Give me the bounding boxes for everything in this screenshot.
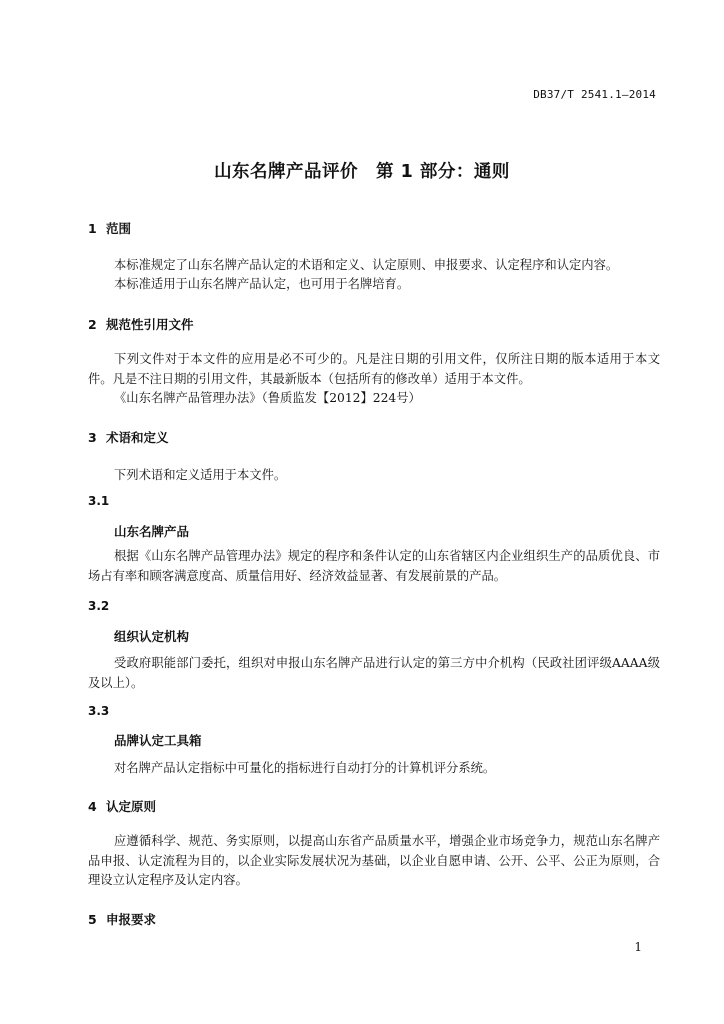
section-title: 范围: [106, 221, 132, 236]
section-2-paragraph-2: 《山东名牌产品管理办法》（鲁质监发【2012】224号）: [114, 391, 421, 405]
section-1-heading: [88, 219, 660, 237]
term-3-3-definition: 对名牌产品认定指标中可量化的指标进行自动打分的计算机评分系统。: [114, 761, 496, 775]
standard-code: DB37/T 2541.1—2014: [533, 88, 656, 101]
term-3-3-number: 3.3: [88, 704, 110, 718]
section-5-heading: [88, 910, 660, 928]
section-title: 认定原则: [106, 799, 157, 814]
section-number: 1: [88, 221, 97, 236]
term-3-2-name: 组织认定机构: [114, 629, 190, 644]
document-title: 山东名牌产品评价 第 1 部分：通则: [214, 162, 510, 182]
term-3-1-number: 3.1: [88, 494, 110, 508]
section-3-heading: [88, 428, 660, 446]
section-title: 规范性引用文件: [106, 317, 194, 332]
section-title: 术语和定义: [106, 430, 169, 445]
term-3-1-name: 山东名牌产品: [114, 524, 190, 539]
section-4-paragraph-1: 应遵循科学、规范、务实原则，以提高山东省产品质量水平，增强企业市场竞争力，规范山东名牌产品申报、认定流程为目的，以企业实际发展状况为基础，以企业自愿申请、公开、公平、公正为原则，合理设立认定程序及认定内容。: [88, 834, 660, 887]
section-title: 申报要求: [106, 912, 157, 927]
section-number: 2: [88, 317, 97, 332]
section-4-heading: [88, 797, 660, 815]
section-number: 5: [88, 912, 97, 927]
term-3-3-name: 品牌认定工具箱: [114, 733, 202, 748]
section-number: 3: [88, 430, 97, 445]
section-number: 4: [88, 799, 97, 814]
term-3-1-definition: 根据《山东名牌产品管理办法》规定的程序和条件认定的山东省辖区内企业组织生产的品质优良、市场占有率和顾客满意度高、质量信用好、经济效益显著、有发展前景的产品。: [88, 549, 660, 583]
term-3-2-definition: 受政府职能部门委托，组织对申报山东名牌产品进行认定的第三方中介机构（民政社团评级AAAA级及以上）。: [88, 656, 660, 690]
page-number: 1: [634, 940, 642, 954]
section-1-paragraph-2: 本标准适用于山东名牌产品认定，也可用于名牌培育。: [114, 277, 410, 291]
section-3-paragraph-1: 下列术语和定义适用于本文件。: [114, 468, 287, 482]
section-2-heading: [88, 315, 660, 333]
term-3-2-number: 3.2: [88, 599, 110, 613]
section-2-paragraph-1: 下列文件对于本文件的应用是必不可少的。凡是注日期的引用文件，仅所注日期的版本适用于本文件。凡是不注日期的引用文件，其最新版本（包括所有的修改单）适用于本文件。: [88, 352, 660, 386]
section-1-paragraph-1: 本标准规定了山东名牌产品认定的术语和定义、认定原则、申报要求、认定程序和认定内容。: [114, 258, 619, 272]
